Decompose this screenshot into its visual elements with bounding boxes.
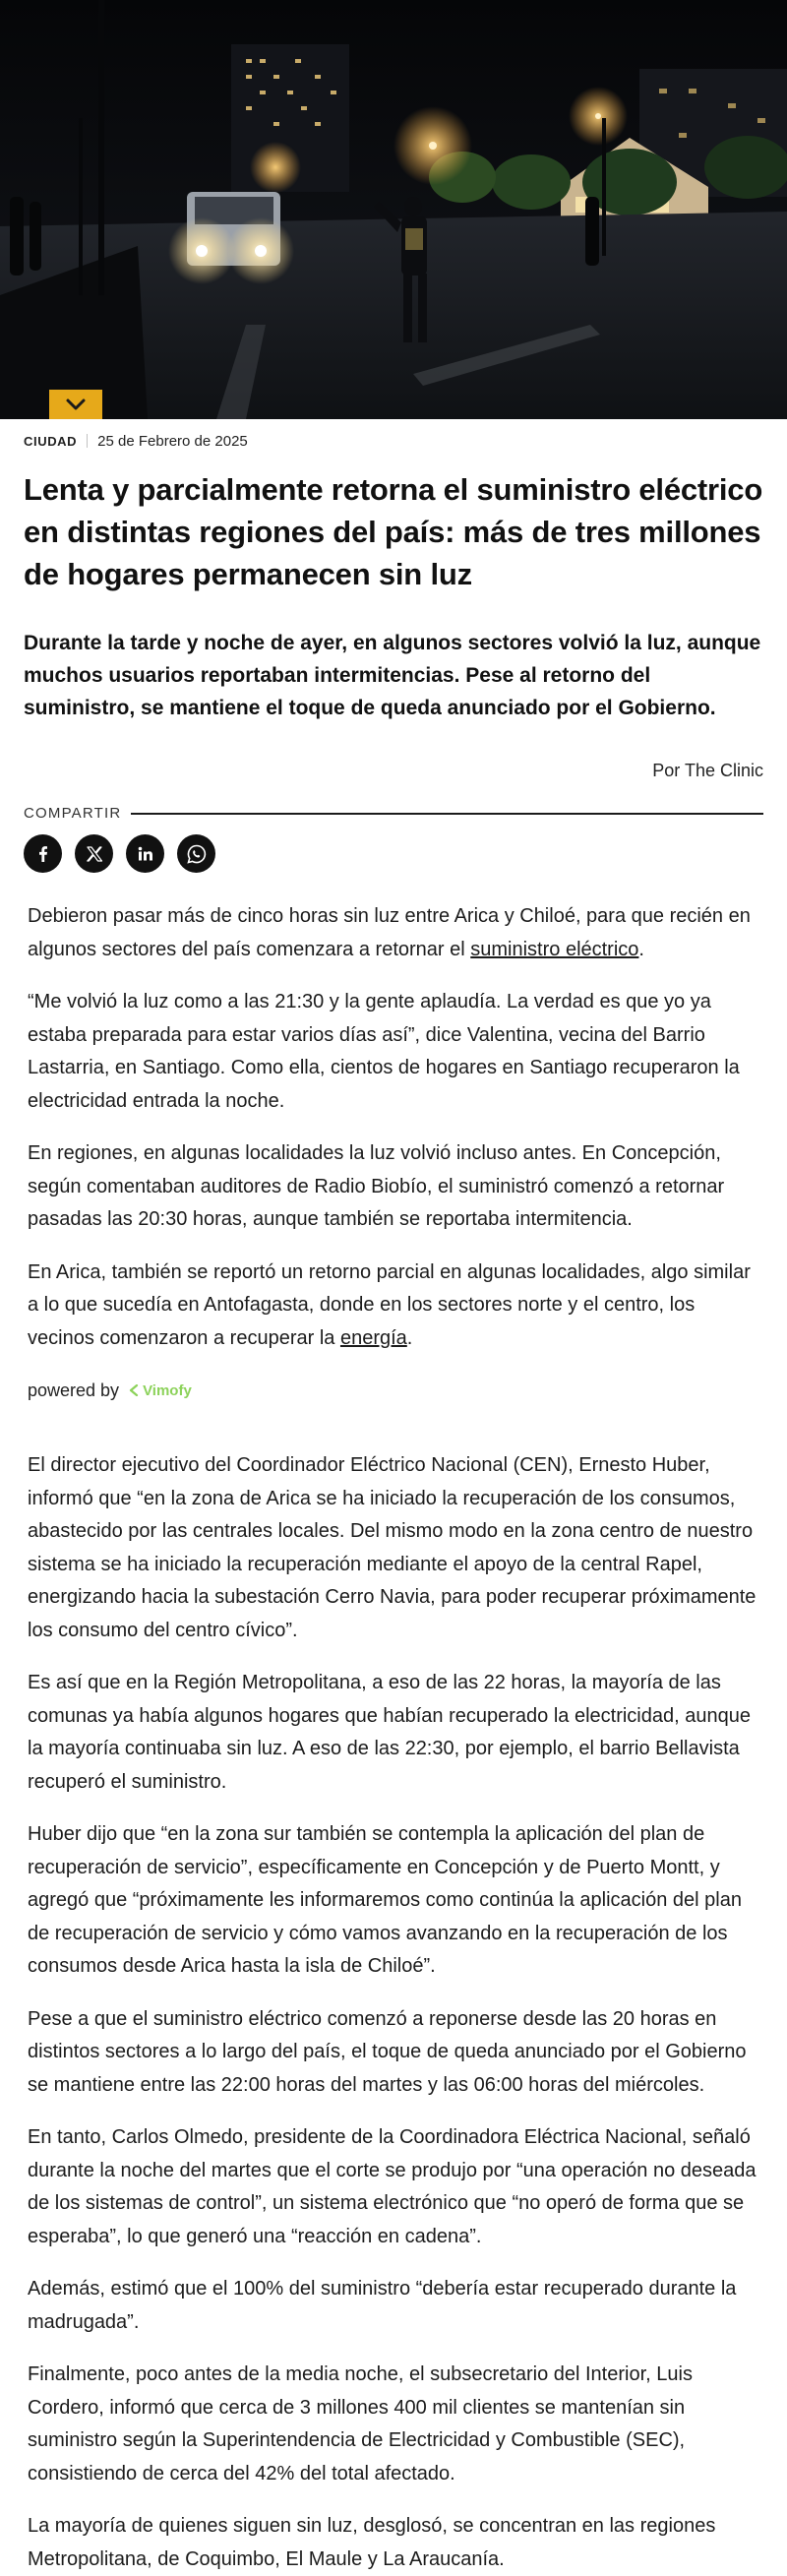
share-label: COMPARTIR	[24, 805, 122, 822]
body-paragraph: Pese a que el suministro eléctrico comenzó a reponerse desde las 20 horas en distintos sectores a lo largo del país, el toque de queda anunciado por el Gobierno se mantiene entre las 22:00 horas del martes y las 06:00 horas del miércoles.	[28, 2007, 747, 2096]
publish-date: 25 de Febrero de 2025	[97, 432, 248, 450]
powered-by	[28, 1375, 759, 1406]
body-paragraph: Finalmente, poco antes de la media noche, el subsecretario del Interior, Luis Cordero, informó que cerca de 3 millones 400 mil clientes se mantenían sin suministro según la Superintendencia de Electricidad y Combustible (SEC), consistiendo de cerca del 42% del total afectado.	[28, 2363, 693, 2484]
scroll-down-button[interactable]	[49, 390, 102, 419]
suministro-electrico-link[interactable]: suministro eléctrico	[470, 938, 639, 960]
article-meta	[24, 429, 763, 453]
share-whatsapp-button[interactable]	[177, 834, 215, 873]
share-facebook-button[interactable]	[24, 834, 62, 873]
share-x-button[interactable]	[75, 834, 113, 873]
article-body	[0, 900, 787, 2576]
share-divider	[131, 813, 763, 815]
body-paragraph: Huber dijo que “en la zona sur también se contempla la aplicación del plan de recuperación de servicio”, específicamente en Concepción y de Puerto Montt, y agregó que “próximamente les informaremos como continúa la aplicación del plan de recuperación de servicio y cómo vamos avanzando en la recuperación de los consumos desde Arica hasta la isla de Chiloé”.	[28, 1823, 742, 1977]
share-buttons	[24, 834, 763, 873]
body-paragraph: El director ejecutivo del Coordinador Eléctrico Nacional (CEN), Ernesto Huber, informó que “en la zona de Arica se ha iniciado la recuperación de los consumos, abastecido por las centrales locales. Del mismo modo en la zona centro de nuestro sistema se ha iniciado la recuperación mediante el apoyo de la central Rapel, energizando hacia la subestación Cerro Navia, para poder recuperar próximamente los consumo del centro cívico”.	[28, 1454, 757, 1641]
body-paragraph: Debieron pasar más de cinco horas sin luz entre Arica y Chiloé, para que recién en algunos sectores del país comenzara a retornar el suministro eléctrico.	[28, 905, 751, 960]
x-icon	[86, 845, 103, 863]
body-paragraph: Es así que en la Región Metropolitana, a eso de las 22 horas, la mayoría de las comunas ya había algunos hogares que habían recuperado la electricidad, aunque la mayoría continuaba sin luz. A eso de las 22:30, por ejemplo, el barrio Bellavista recuperó el suministro.	[28, 1672, 751, 1793]
page-title: Lenta y parcialmente retorna el suministro eléctrico en distintas regiones del país: más de tres millones de hogares permanecen sin luz	[24, 472, 763, 591]
body-paragraph: Además, estimó que el 100% del suministro “debería estar recuperado durante la madrugada”.	[28, 2278, 737, 2333]
chevron-down-icon	[65, 398, 87, 411]
night-street-photo	[0, 0, 787, 419]
article-lead: Durante la tarde y noche de ayer, en algunos sectores volvió la luz, aunque muchos usuarios reportaban intermitencias. Pese al retorno del suministro, se mantiene el toque de queda anunciado por el Gobierno.	[24, 632, 761, 719]
powered-by-label: powered by	[28, 1380, 120, 1400]
article-header	[0, 429, 787, 873]
body-paragraph: “Me volvió la luz como a las 21:30 y la gente aplaudía. La verdad es que yo ya estaba preparada para estar varios días así”, dice Valentina, vecina del Barrio Lastarria, en Santiago. Como ella, cientos de hogares en Santiago recuperaron la electricidad entrada la noche.	[28, 991, 740, 1112]
hero-image	[0, 0, 787, 419]
body-paragraph: En regiones, en algunas localidades la luz volvió incluso antes. En Concepción, según comentaban auditores de Radio Biobío, el suministró comenzó a retornar pasadas las 20:30 horas, aunque también se reportaba intermitencia.	[28, 1142, 725, 1230]
body-paragraph: La mayoría de quienes siguen sin luz, desglosó, se concentran en las regiones Metropolitana, de Coquimbo, El Maule y La Araucanía.	[28, 2515, 716, 2570]
body-paragraph: En Arica, también se reportó un retorno parcial en algunas localidades, algo similar a lo que sucedía en Antofagasta, donde en los sectores norte y el centro, los vecinos comenzaron a recuperar la energía.	[28, 1260, 751, 1349]
vimofy-chevron-icon	[129, 1384, 140, 1396]
meta-divider	[87, 434, 88, 448]
section-link[interactable]: CIUDAD	[24, 433, 78, 449]
energia-link[interactable]: energía	[339, 1326, 407, 1349]
vimofy-logo[interactable]	[129, 1382, 192, 1399]
facebook-icon	[33, 844, 53, 864]
byline: Por The Clinic	[652, 761, 763, 780]
linkedin-icon	[137, 845, 154, 863]
body-paragraph: En tanto, Carlos Olmedo, presidente de la Coordinadora Eléctrica Nacional, señaló durante la noche del martes que el corte se produjo por “una operación no deseada de los sistemas de control”, un sistema electrónico que “no operó de forma que se esperaba”, lo que generó una “reacción en cadena”.	[28, 2126, 757, 2247]
vimofy-wordmark: Vimofy	[143, 1381, 192, 1399]
share-header	[24, 805, 763, 822]
share-linkedin-button[interactable]	[126, 834, 164, 873]
whatsapp-icon	[186, 843, 208, 865]
